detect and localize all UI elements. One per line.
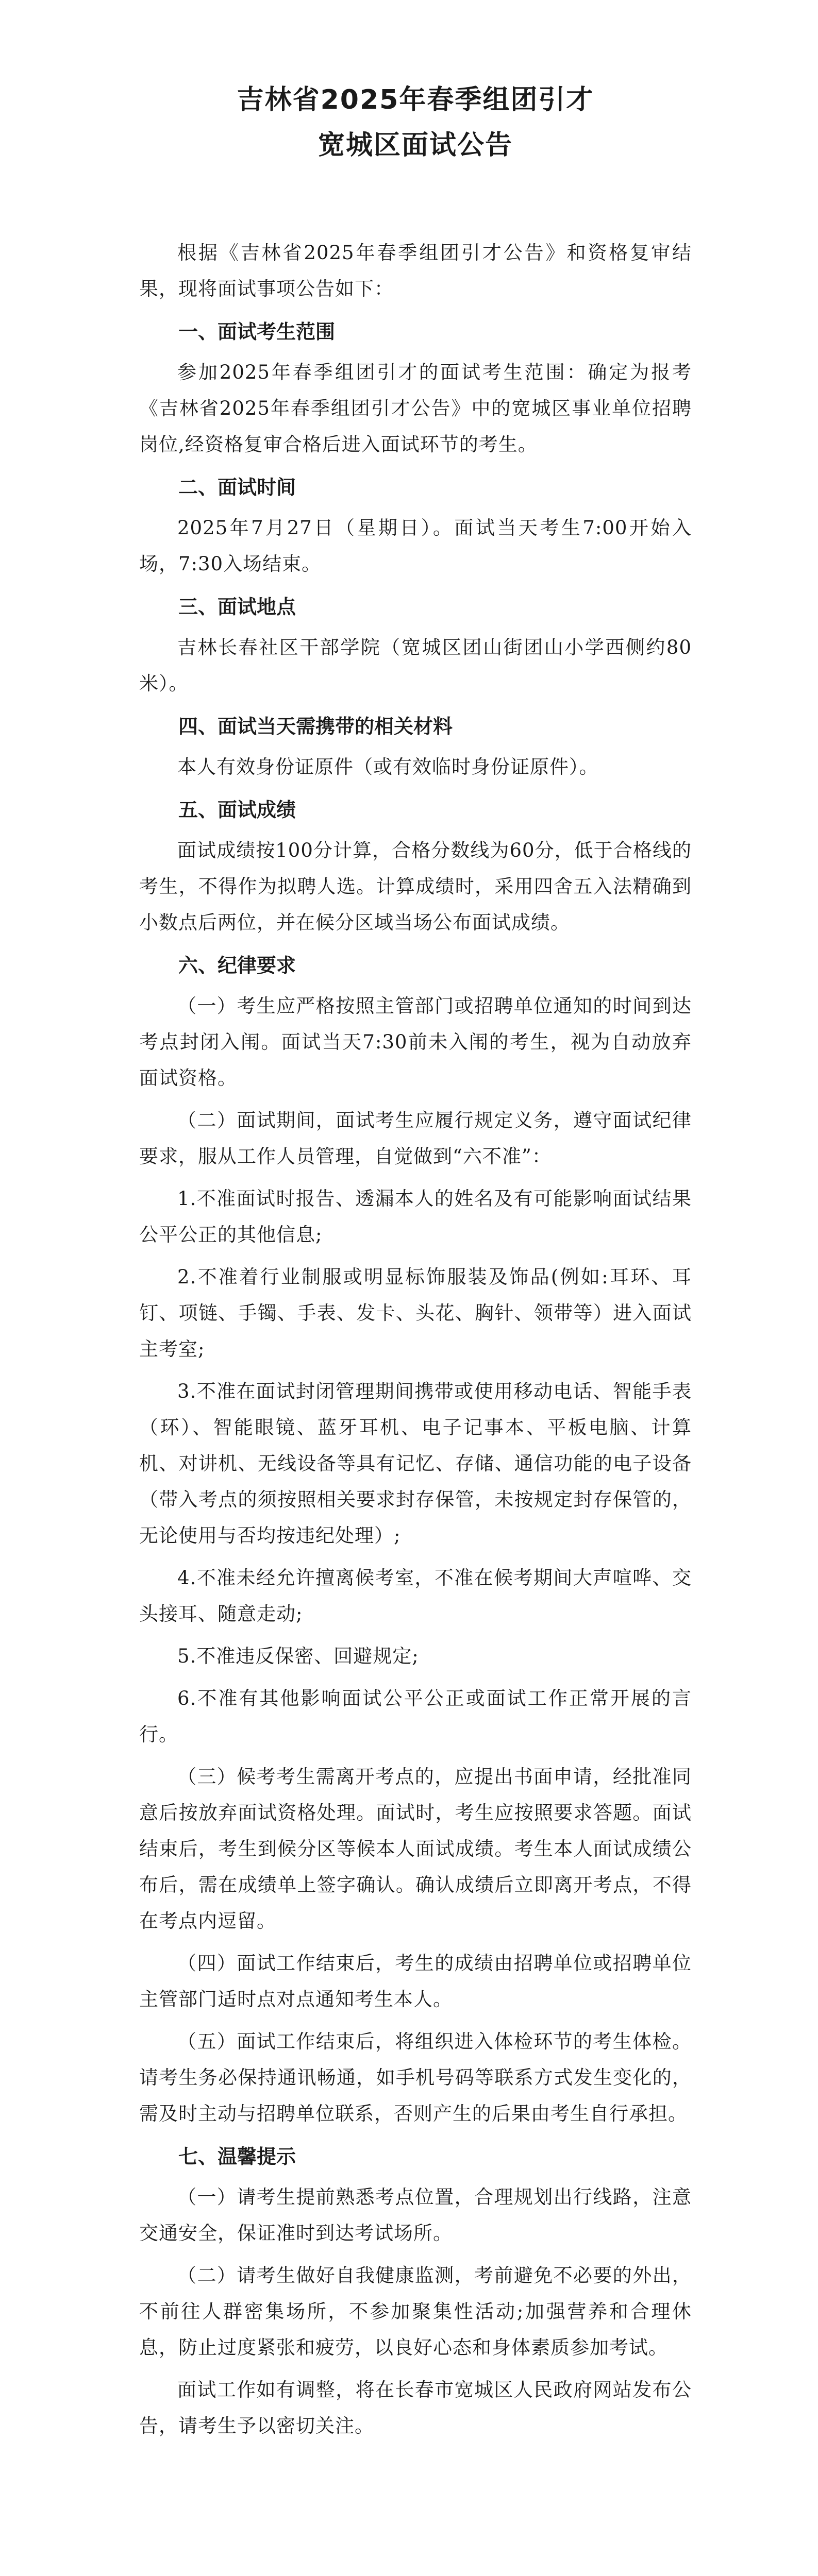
title-block bbox=[139, 77, 692, 168]
section-paragraph: 面试成绩按100分计算，合格分数线为60分，低于合格线的考生，不得作为拟聘人选。计算成绩时，采用四舍五入法精确到小数点后两位，并在候分区域当场公布面试成绩。 bbox=[139, 839, 692, 934]
section-paragraph: 5.不准违反保密、回避规定; bbox=[177, 1645, 419, 1667]
section-heading: 四、面试当天需携带的相关材料 bbox=[178, 715, 453, 738]
intro-paragraph: 根据《吉林省2025年春季组团引才公告》和资格复审结果，现将面试事项公告如下： bbox=[139, 242, 692, 300]
section-paragraph: 2.不准着行业制服或明显标饰服装及饰品(例如:耳环、耳钉、项链、手镯、手表、发卡、头花、胸针、领带等）进入面试主考室; bbox=[139, 1266, 692, 1360]
section-paragraph: （五）面试工作结束后，将组织进入体检环节的考生体检。请考生务必保持通讯畅通，如手机号码等联系方式发生变化的，需及时主动与招聘单位联系，否则产生的后果由考生自行承担。 bbox=[139, 2030, 692, 2125]
section-heading: 七、温馨提示 bbox=[178, 2145, 296, 2168]
section-heading: 二、面试时间 bbox=[178, 476, 296, 499]
section-paragraph: 6.不准有其他影响面试公平公正或面试工作正常开展的言行。 bbox=[139, 1687, 692, 1745]
section-paragraph: （三）候考考生需离开考点的，应提出书面申请，经批准同意后按放弃面试资格处理。面试时，考生应按照要求答题。面试结束后，考生到候分区等候本人面试成绩。考生本人面试成绩公布后，需在成绩单上签字确认。确认成绩后立即离开考点，不得在考点内逗留。 bbox=[139, 1766, 692, 1932]
notice-body bbox=[139, 313, 692, 2444]
section-paragraph: 4.不准未经允许擅离候考室，不准在候考期间大声喧哗、交头接耳、随意走动; bbox=[139, 1567, 692, 1625]
section-paragraph: （四）面试工作结束后，考生的成绩由招聘单位或招聘单位主管部门适时点对点通知考生本人。 bbox=[139, 1952, 692, 2010]
section-paragraph: 3.不准在面试封闭管理期间携带或使用移动电话、智能手表（环）、智能眼镜、蓝牙耳机、电子记事本、平板电脑、计算机、对讲机、无线设备等具有记忆、存储、通信功能的电子设备（带入考点的须按照相关要求封存保管，未按规定封存保管的，无论使用与否均按违纪处理）; bbox=[139, 1380, 692, 1547]
section-paragraph: 吉林长春社区干部学院（宽城区团山街团山小学西侧约80米）。 bbox=[139, 636, 692, 694]
section-paragraph: 2025年7月27日（星期日）。面试当天考生7:00开始入场，7:30入场结束。 bbox=[139, 517, 692, 575]
section-paragraph: 参加2025年春季组团引才的面试考生范围：确定为报考《吉林省2025年春季组团引才公告》中的宽城区事业单位招聘岗位,经资格复审合格后进入面试环节的考生。 bbox=[139, 361, 692, 455]
page-title-line-2: 宽城区面试公告 bbox=[318, 130, 513, 161]
section-heading: 六、纪律要求 bbox=[178, 954, 296, 977]
section-heading: 三、面试地点 bbox=[178, 596, 296, 618]
section-paragraph: （二）面试期间，面试考生应履行规定义务，遵守面试纪律要求，服从工作人员管理，自觉做到“六不准”： bbox=[139, 1109, 692, 1167]
section-paragraph: 本人有效身份证原件（或有效临时身份证原件）。 bbox=[177, 756, 599, 778]
section-heading: 一、面试考生范围 bbox=[178, 320, 336, 343]
section-paragraph: 面试工作如有调整，将在长春市宽城区人民政府网站发布公告，请考生予以密切关注。 bbox=[139, 2379, 692, 2437]
section-paragraph: （二）请考生做好自我健康监测，考前避免不必要的外出，不前往人群密集场所，不参加聚集性活动;加强营养和合理休息，防止过度紧张和疲劳，以良好心态和身体素质参加考试。 bbox=[139, 2264, 692, 2359]
section-paragraph: （一）请考生提前熟悉考点位置，合理规划出行线路，注意交通安全，保证准时到达考试场所。 bbox=[139, 2186, 692, 2244]
section-paragraph: 1.不准面试时报告、透漏本人的姓名及有可能影响面试结果公平公正的其他信息; bbox=[139, 1188, 692, 1246]
section-paragraph: （一）考生应严格按照主管部门或招聘单位通知的时间到达考点封闭入闱。面试当天7:30前未入闱的考生，视为自动放弃面试资格。 bbox=[139, 995, 692, 1089]
section-heading: 五、面试成绩 bbox=[178, 799, 296, 821]
page-title-line-1: 吉林省2025年春季组团引才 bbox=[237, 84, 594, 115]
